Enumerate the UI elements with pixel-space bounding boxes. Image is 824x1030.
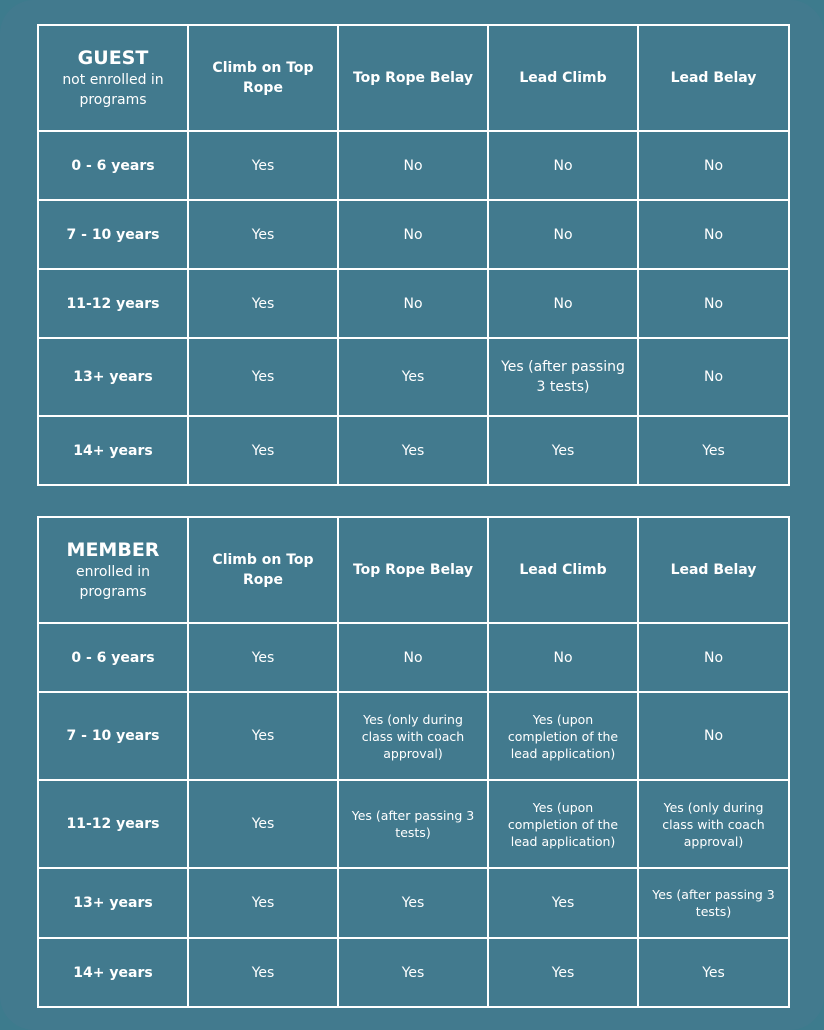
column-header: Top Rope Belay (338, 25, 488, 131)
table-cell: No (338, 131, 488, 200)
table-cell: Yes (338, 938, 488, 1007)
guest-table (37, 24, 790, 486)
table-cell: Yes (only during class with coach approval) (638, 780, 789, 868)
table-cell: Yes (only during class with coach approval) (338, 692, 488, 780)
guest-title: GUEST (77, 47, 149, 69)
table-cell: Yes (338, 416, 488, 485)
guest-subtitle: not enrolled in programs (62, 72, 164, 108)
table-cell: Yes (188, 269, 338, 338)
column-header: Lead Climb (488, 25, 638, 131)
table-cell: Yes (188, 868, 338, 938)
table-cell: Yes (188, 338, 338, 416)
table-cell: Yes (after passing 3 tests) (488, 338, 638, 416)
table-row (38, 692, 789, 780)
table-cell: Yes (upon completion of the lead application) (488, 780, 638, 868)
table-cell: Yes (638, 416, 789, 485)
header-row (38, 517, 789, 623)
age-label: 0 - 6 years (38, 131, 188, 200)
table-cell: Yes (188, 200, 338, 269)
table-cell: No (638, 692, 789, 780)
table-cell: No (338, 200, 488, 269)
column-header: Lead Climb (488, 517, 638, 623)
table-row (38, 338, 789, 416)
table-cell: Yes (188, 938, 338, 1007)
table-cell: Yes (488, 938, 638, 1007)
table-cell: No (638, 200, 789, 269)
table-row (38, 938, 789, 1007)
table-cell: Yes (338, 338, 488, 416)
table-cell: Yes (488, 416, 638, 485)
table-row (38, 623, 789, 692)
table-cell: Yes (upon completion of the lead application) (488, 692, 638, 780)
table-row (38, 200, 789, 269)
member-corner-header (38, 517, 188, 623)
age-label: 7 - 10 years (38, 692, 188, 780)
table-cell: Yes (338, 868, 488, 938)
table-cell: No (638, 131, 789, 200)
table-cell: No (638, 338, 789, 416)
table-cell: No (638, 269, 789, 338)
table-row (38, 780, 789, 868)
age-label: 14+ years (38, 938, 188, 1007)
member-table (37, 516, 790, 1008)
member-subtitle: enrolled in programs (76, 564, 150, 600)
table-cell: Yes (after passing 3 tests) (638, 868, 789, 938)
age-label: 13+ years (38, 868, 188, 938)
table-cell: Yes (188, 780, 338, 868)
table-cell: No (638, 623, 789, 692)
age-label: 7 - 10 years (38, 200, 188, 269)
table-cell: No (488, 623, 638, 692)
table-cell: Yes (488, 868, 638, 938)
table-cell: No (338, 623, 488, 692)
column-header: Lead Belay (638, 25, 789, 131)
table-cell: No (338, 269, 488, 338)
table-cell: Yes (188, 623, 338, 692)
age-label: 14+ years (38, 416, 188, 485)
header-row (38, 25, 789, 131)
table-row (38, 416, 789, 485)
column-header: Climb on Top Rope (188, 517, 338, 623)
age-label: 11-12 years (38, 269, 188, 338)
table-row (38, 269, 789, 338)
table-cell: Yes (188, 692, 338, 780)
table-cell: Yes (188, 416, 338, 485)
table-cell: No (488, 200, 638, 269)
table-cell: No (488, 131, 638, 200)
column-header: Top Rope Belay (338, 517, 488, 623)
column-header: Lead Belay (638, 517, 789, 623)
guest-corner-header (38, 25, 188, 131)
member-title: MEMBER (66, 539, 160, 561)
age-label: 0 - 6 years (38, 623, 188, 692)
table-row (38, 868, 789, 938)
table-cell: Yes (638, 938, 789, 1007)
table-row (38, 131, 789, 200)
table-cell: No (488, 269, 638, 338)
table-cell: Yes (188, 131, 338, 200)
table-cell: Yes (after passing 3 tests) (338, 780, 488, 868)
age-label: 11-12 years (38, 780, 188, 868)
column-header: Climb on Top Rope (188, 25, 338, 131)
age-label: 13+ years (38, 338, 188, 416)
